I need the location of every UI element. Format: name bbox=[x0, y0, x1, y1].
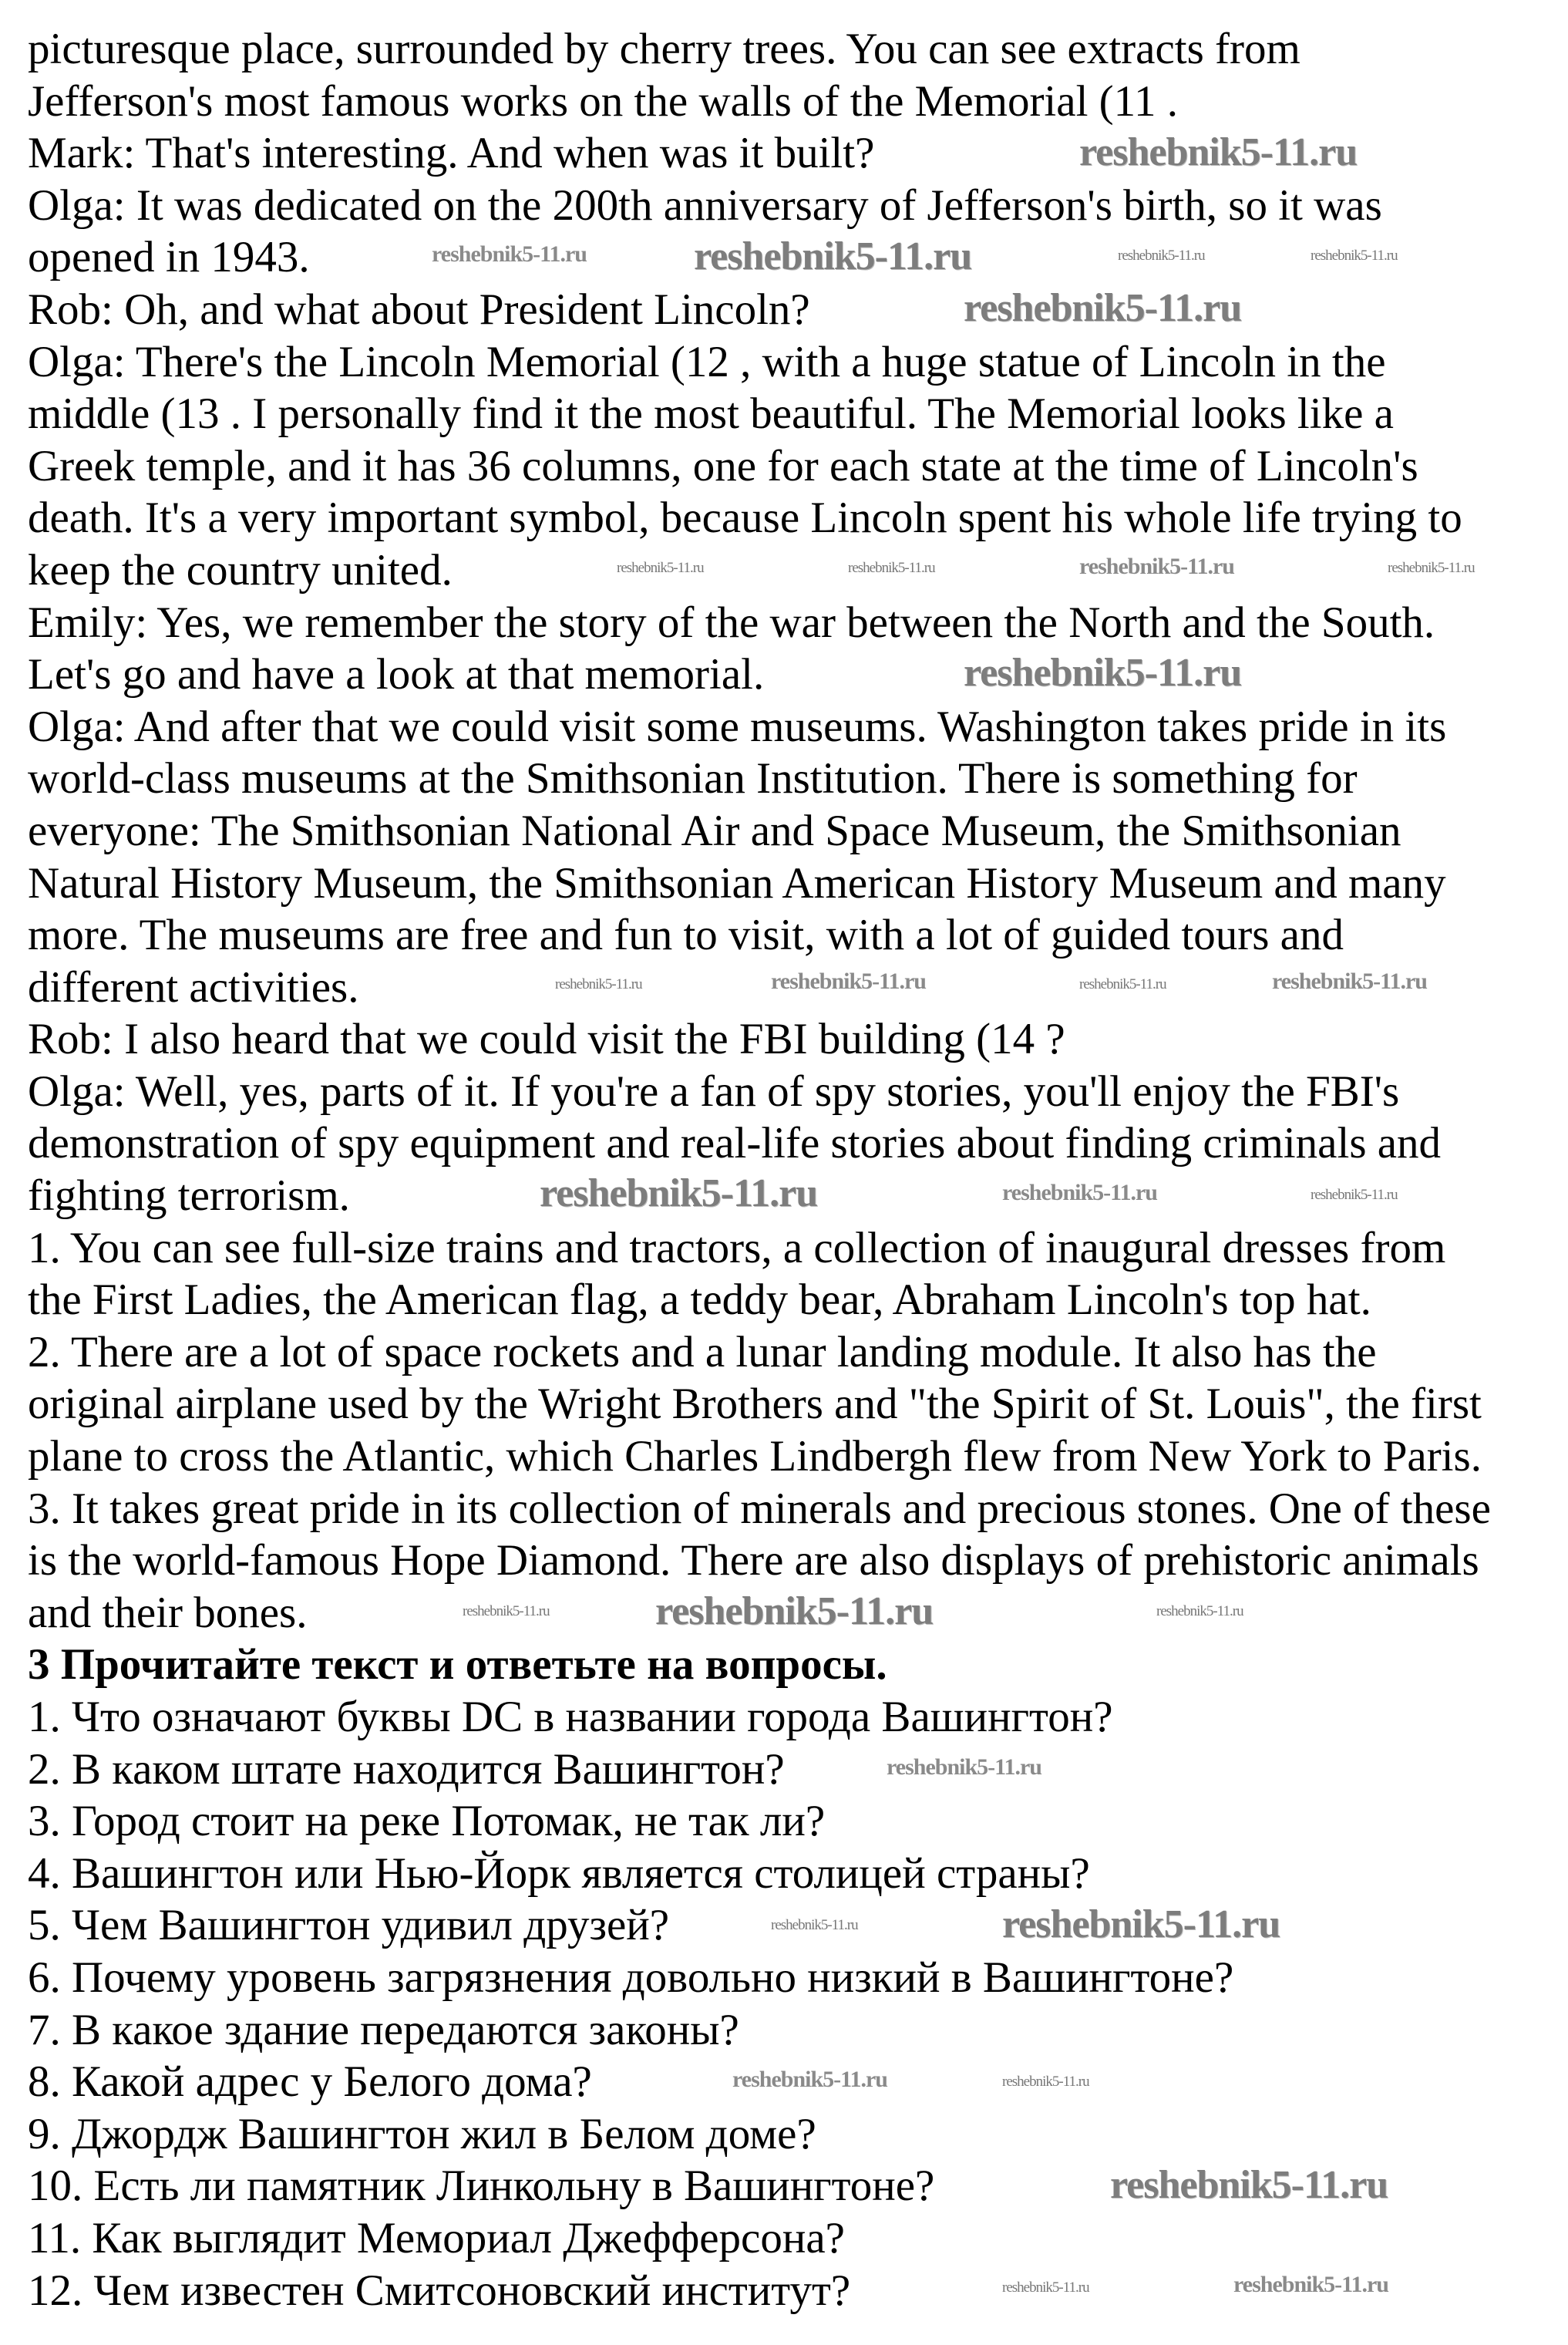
watermark: reshebnik5-11.ru bbox=[432, 241, 587, 267]
watermark: reshebnik5-11.ru bbox=[732, 2067, 887, 2092]
text-line: death. It's a very important symbol, because Lincoln spent his whole life trying to bbox=[28, 494, 1462, 543]
text-line: Greek temple, and it has 36 columns, one for each state at the time of Lincoln's bbox=[28, 441, 1418, 490]
text-line: opened in 1943. bbox=[28, 233, 310, 282]
text-line: fighting terrorism. bbox=[28, 1171, 350, 1221]
watermark: reshebnik5-11.ru bbox=[555, 976, 642, 992]
watermark: reshebnik5-11.ru bbox=[887, 1754, 1041, 1780]
text-line: and their bones. bbox=[28, 1588, 308, 1637]
text-line: 1. You can see full-size trains and tractors, a collection of inaugural dresses from bbox=[28, 1223, 1446, 1272]
watermark: reshebnik5-11.ru bbox=[540, 1171, 818, 1215]
text-line: picturesque place, surrounded by cherry trees. You can see extracts from bbox=[28, 25, 1300, 73]
watermark: reshebnik5-11.ru bbox=[1311, 248, 1398, 264]
watermark: reshebnik5-11.ru bbox=[1311, 1187, 1398, 1203]
watermark: reshebnik5-11.ru bbox=[1272, 969, 1427, 994]
text-line: Rob: Oh, and what about President Lincoln? bbox=[28, 285, 810, 334]
text-line: Emily: Yes, we remember the story of the war between the North and the South. bbox=[28, 598, 1435, 647]
question-item: 5. Чем Вашингтон удивил друзей? bbox=[28, 1901, 670, 1950]
text-line: Olga: Well, yes, parts of it. If you're a fan of spy stories, you'll enjoy the FBI's bbox=[28, 1066, 1400, 1116]
question-item: 4. Вашингтон или Нью-Йорк является столицей страны? bbox=[28, 1848, 1090, 1898]
question-item: 8. Какой адрес у Белого дома? bbox=[28, 2057, 592, 2107]
document-page bbox=[28, 23, 1491, 2316]
text-line: middle (13 . I personally find it the most beautiful. The Memorial looks like a bbox=[28, 389, 1394, 439]
watermark: reshebnik5-11.ru bbox=[771, 969, 926, 994]
watermark: reshebnik5-11.ru bbox=[771, 1917, 858, 1933]
text-line: Mark: That's interesting. And when was it built? bbox=[28, 129, 875, 178]
questions-list bbox=[28, 1691, 1491, 2316]
text-line: more. The museums are free and fun to visit, with a lot of guided tours and bbox=[28, 911, 1344, 960]
watermark: reshebnik5-11.ru bbox=[1002, 2279, 1089, 2296]
question-item: 2. В каком штате находится Вашингтон? bbox=[28, 1744, 785, 1794]
text-line: 3. It takes great pride in its collection of minerals and precious stones. One of these bbox=[28, 1484, 1491, 1533]
watermark: reshebnik5-11.ru bbox=[655, 1589, 934, 1633]
question-item: 11. Как выглядит Мемориал Джефферсона? bbox=[28, 2213, 845, 2262]
watermark: reshebnik5-11.ru bbox=[964, 651, 1242, 695]
watermark: reshebnik5-11.ru bbox=[1002, 1180, 1157, 1205]
watermark: reshebnik5-11.ru bbox=[1388, 560, 1475, 576]
watermark: reshebnik5-11.ru bbox=[694, 234, 972, 278]
text-line: keep the country united. bbox=[28, 545, 453, 595]
watermark: reshebnik5-11.ru bbox=[1079, 976, 1166, 992]
question-item: 10. Есть ли памятник Линкольну в Вашингтоне? bbox=[28, 2161, 935, 2211]
text-line: world-class museums at the Smithsonian Institution. There is something for bbox=[28, 754, 1358, 804]
watermark: reshebnik5-11.ru bbox=[1002, 2074, 1089, 2090]
text-line: is the world-famous Hope Diamond. There are also displays of prehistoric animals bbox=[28, 1536, 1479, 1585]
watermark: reshebnik5-11.ru bbox=[1156, 1603, 1243, 1619]
question-item: 6. Почему уровень загрязнения довольно низкий в Вашингтоне? bbox=[28, 1952, 1234, 2002]
watermark: reshebnik5-11.ru bbox=[1079, 554, 1234, 579]
watermark: reshebnik5-11.ru bbox=[617, 560, 704, 576]
question-item: 9. Джордж Вашингтон жил в Белом доме? bbox=[28, 2109, 816, 2158]
question-item: 7. В какое здание передаются законы? bbox=[28, 2005, 739, 2054]
watermark: reshebnik5-11.ru bbox=[1110, 2163, 1388, 2207]
text-line: Olga: It was dedicated on the 200th anniversary of Jefferson's birth, so it was bbox=[28, 180, 1382, 230]
watermark: reshebnik5-11.ru bbox=[1079, 130, 1358, 174]
watermark: reshebnik5-11.ru bbox=[463, 1603, 550, 1619]
text-line: the First Ladies, the American flag, a teddy bear, Abraham Lincoln's top hat. bbox=[28, 1275, 1371, 1325]
watermark: reshebnik5-11.ru bbox=[964, 286, 1242, 330]
text-line: Jefferson's most famous works on the walls of the Memorial (11 . bbox=[28, 76, 1179, 126]
question-item: 1. Что означают буквы DC в названии города Вашингтон? bbox=[28, 1693, 1113, 1741]
text-line: Olga: And after that we could visit some museums. Washington takes pride in its bbox=[28, 702, 1447, 751]
task-heading: 3 Прочитайте текст и ответьте на вопросы. bbox=[28, 1640, 887, 1690]
text-line: 2. There are a lot of space rockets and a lunar landing module. It also has the bbox=[28, 1327, 1377, 1376]
text-line: Rob: I also heard that we could visit the FBI building (14 ? bbox=[28, 1015, 1065, 1064]
watermark: reshebnik5-11.ru bbox=[1118, 248, 1205, 264]
watermark: reshebnik5-11.ru bbox=[1002, 1902, 1280, 1946]
text-line: demonstration of spy equipment and real-life stories about finding criminals and bbox=[28, 1119, 1442, 1168]
question-item: 12. Чем известен Смитсоновский институт? bbox=[28, 2266, 851, 2315]
text-line: plane to cross the Atlantic, which Charles Lindbergh flew from New York to Paris. bbox=[28, 1432, 1482, 1481]
text-line: Let's go and have a look at that memorial. bbox=[28, 650, 765, 699]
question-item: 3. Город стоит на реке Потомак, не так ли? bbox=[28, 1797, 826, 1846]
watermark: reshebnik5-11.ru bbox=[848, 560, 935, 576]
text-line: Olga: There's the Lincoln Memorial (12 , with a huge statue of Lincoln in the bbox=[28, 337, 1386, 386]
watermark: reshebnik5-11.ru bbox=[1233, 2272, 1388, 2297]
text-line: everyone: The Smithsonian National Air and Space Museum, the Smithsonian bbox=[28, 806, 1401, 855]
text-line: different activities. bbox=[28, 962, 359, 1012]
text-line: Natural History Museum, the Smithsonian American History Museum and many bbox=[28, 858, 1446, 908]
text-line: original airplane used by the Wright Brothers and "the Spirit of St. Louis", the first bbox=[28, 1380, 1482, 1429]
